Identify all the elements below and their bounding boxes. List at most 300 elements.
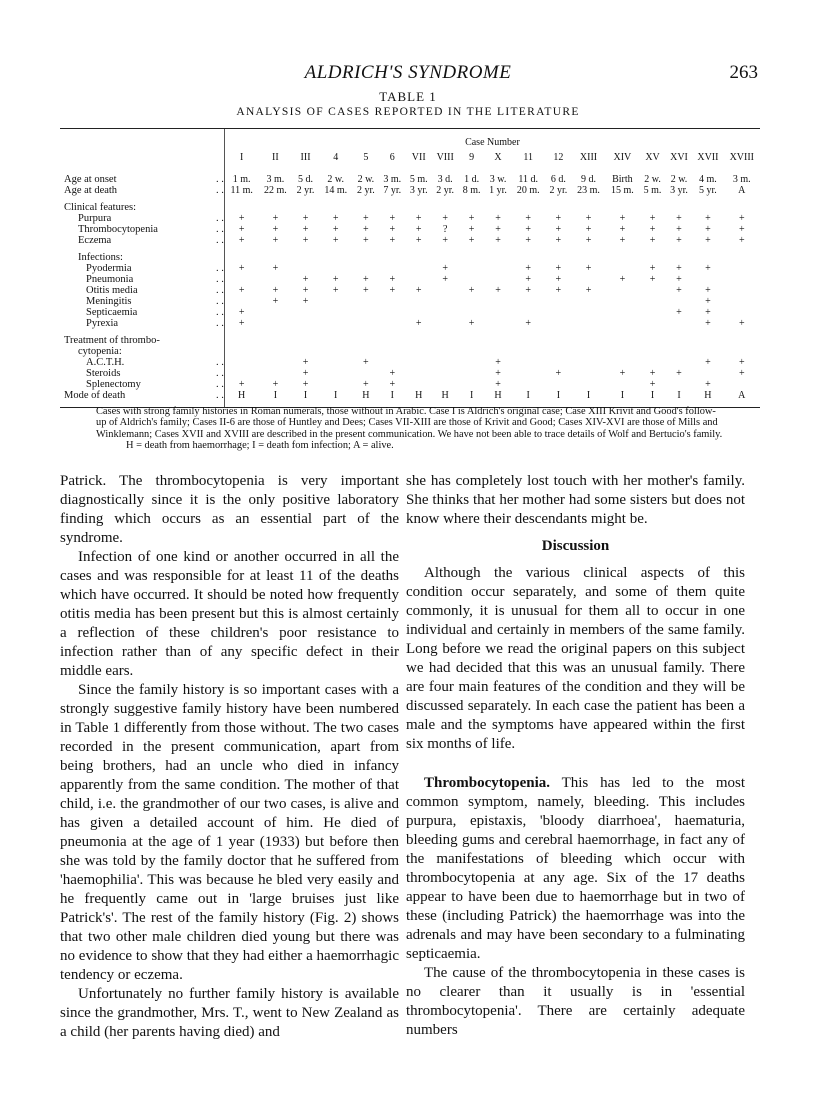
data-cell [406,335,432,346]
data-cell: 5 m. [409,174,428,185]
data-cell [485,307,511,318]
row-dots: . . [216,307,224,318]
data-cell [545,379,571,390]
data-cell: 2 yr. [296,185,315,196]
data-cell: I [292,390,318,408]
data-cell: + [468,318,475,329]
data-cell: + [495,213,501,224]
data-cell [224,335,258,346]
data-cell [511,202,545,213]
row-dots: . . [216,285,224,296]
data-cell: + [224,285,258,296]
data-cell: + [389,235,396,246]
paragraph: The cause of the thrombocytopenia in these cases is no clearer than it usually is in 'essential thrombocytopenia'. There are certainly adequate numbers [406,965,745,1038]
case-table [60,128,760,408]
data-cell [224,274,258,285]
data-cell [319,252,353,263]
row-label: Infections: [78,252,123,263]
data-cell: + [302,296,309,307]
data-cell: + [272,379,279,390]
data-cell [485,202,511,213]
data-cell [572,202,606,213]
data-cell [432,318,458,329]
data-cell [605,307,639,318]
data-cell: 3 yr. [409,185,428,196]
data-cell: + [619,213,626,224]
data-cell [666,379,692,390]
row-label: Age at onset [64,174,117,185]
data-cell [485,263,511,274]
data-cell: 7 yr. [383,185,402,196]
data-cell: + [495,357,501,368]
row-dots: . . [216,185,224,196]
data-cell [224,368,258,379]
data-cell [258,307,292,318]
data-cell [511,368,545,379]
data-cell: I [666,390,692,408]
data-cell [458,202,484,213]
data-cell [605,318,639,329]
data-cell [319,318,353,329]
data-cell: + [363,274,369,285]
row-dots [216,252,224,263]
data-cell [292,346,318,357]
row-label: Steroids [86,368,121,379]
data-cell [353,346,379,357]
data-cell: + [585,224,592,235]
data-cell [319,368,353,379]
data-cell: + [389,285,396,296]
data-cell: + [649,235,656,246]
data-cell [319,263,353,274]
data-cell [572,335,606,346]
data-cell [639,357,665,368]
data-cell [379,202,405,213]
data-cell [639,285,665,296]
data-cell [639,296,665,307]
data-cell [639,318,665,329]
data-cell [379,357,405,368]
data-cell: + [442,263,448,274]
data-cell [319,335,353,346]
data-cell: + [332,224,339,235]
data-cell: 11 m. [224,185,258,196]
data-cell [458,368,484,379]
data-cell [511,379,545,390]
table-label: TABLE 1 [379,89,437,104]
data-cell: I [605,390,639,408]
data-cell: ? [442,224,448,235]
row-label: Mode of death [60,390,216,408]
data-cell: + [705,296,711,307]
data-cell [666,202,692,213]
data-cell: 4 [333,152,339,163]
data-cell [639,346,665,357]
data-cell [258,252,292,263]
data-cell [319,357,353,368]
data-cell: I [458,390,484,408]
data-cell: 14 m. [324,185,348,196]
data-cell: 2 w. [357,174,375,185]
data-cell [485,274,511,285]
data-cell: A [724,390,760,408]
data-cell [258,318,292,329]
paragraph: Unfortunately no further family history is available since the grandmother, Mrs. T., went to New Zealand as a child (her parents having died) and [60,986,399,1040]
data-cell: + [224,318,258,329]
data-cell [485,318,511,329]
data-cell: + [555,263,562,274]
data-cell [432,252,458,263]
data-cell: II [272,152,279,163]
data-cell [724,285,760,296]
data-cell: + [468,213,475,224]
data-cell: 3 w. [489,174,507,185]
data-cell: 22 m. [264,185,287,196]
data-cell: I [379,390,405,408]
data-cell [406,274,432,285]
data-cell [511,346,545,357]
data-cell: + [442,213,448,224]
data-cell: 5 [363,152,369,163]
data-cell: + [415,285,422,296]
data-cell: + [495,224,501,235]
data-cell: + [332,213,339,224]
data-cell [572,379,606,390]
data-cell [319,307,353,318]
data-cell [353,252,379,263]
data-cell [224,346,258,357]
row-dots: . . [216,379,224,390]
data-cell [458,335,484,346]
data-cell [432,202,458,213]
data-cell [545,346,571,357]
data-cell: + [738,368,745,379]
data-cell: I [545,390,571,408]
data-cell: 5 m. [643,185,662,196]
data-cell [353,296,379,307]
data-cell: 8 m. [462,185,481,196]
data-cell: + [705,285,711,296]
data-cell: + [676,235,682,246]
data-cell: + [676,368,682,379]
data-cell [458,357,484,368]
data-cell [511,335,545,346]
row-dots: . . [216,318,224,329]
data-cell: + [525,263,532,274]
data-cell: + [363,379,369,390]
row-dots: . . [216,213,224,224]
data-cell: 1 yr. [489,185,507,196]
data-cell: + [555,285,562,296]
data-cell: + [302,368,309,379]
data-cell: + [738,213,745,224]
data-cell: + [676,213,682,224]
paragraph: she has completely lost touch with her mother's family. She thinks that her mother had some sisters but does not know where their descendants might be. [406,473,745,527]
row-label: cytopenia: [78,346,122,357]
data-cell: + [619,274,626,285]
data-cell [666,252,692,263]
data-cell: + [555,274,562,285]
row-label: Clinical features: [64,202,137,213]
data-cell: + [415,235,422,246]
data-cell [724,296,760,307]
data-cell: + [555,368,562,379]
data-cell [511,307,545,318]
row-dots [216,152,224,168]
data-cell [545,335,571,346]
data-cell: 2 w. [644,174,661,185]
data-cell [224,357,258,368]
data-cell [639,335,665,346]
data-cell [666,335,692,346]
data-cell: + [676,224,682,235]
data-cell: + [302,224,309,235]
row-dots [216,335,224,346]
data-cell [258,357,292,368]
data-cell [406,379,432,390]
data-cell: + [442,274,448,285]
data-cell: XIV [613,152,632,163]
row-dots: . . [216,357,224,368]
data-cell: + [649,213,656,224]
data-cell [572,307,606,318]
data-cell: + [738,318,745,329]
data-cell [666,296,692,307]
data-cell [605,263,639,274]
data-cell [605,202,639,213]
data-cell [605,296,639,307]
data-cell [545,307,571,318]
data-cell: + [272,235,279,246]
data-cell [485,346,511,357]
data-cell [379,296,405,307]
data-cell: + [495,368,501,379]
data-cell [485,296,511,307]
data-cell: + [272,213,279,224]
data-cell: + [705,379,711,390]
row-dots: . . [216,274,224,285]
paragraph: Infection of one kind or another occurred in all the cases and was responsible for at least 11 of the deaths which have occurred. It should be noted how frequently otitis media has been present but this is almost certainly a reflection of these children's poor resistance to infection rather than of any specific defect in their middle ears. [60,549,399,679]
data-cell [458,346,484,357]
data-cell: + [302,357,309,368]
data-cell [292,307,318,318]
data-cell: 5 yr. [699,185,717,196]
data-cell [292,335,318,346]
page-number: 263 [729,62,758,83]
table-caption: ANALYSIS OF CASES REPORTED IN THE LITERATURE [236,106,580,118]
data-cell: + [332,285,339,296]
data-cell: 1 d. [464,174,480,185]
data-cell: 9 [469,152,475,163]
data-cell: + [332,274,339,285]
row-dots [216,346,224,357]
data-cell [432,357,458,368]
data-cell: + [525,213,532,224]
data-cell: + [302,379,309,390]
data-cell: 11 [523,152,534,163]
data-cell: + [468,285,475,296]
data-cell: 2 w. [670,174,688,185]
data-cell [458,252,484,263]
data-cell [406,263,432,274]
data-cell: 20 m. [516,185,540,196]
data-cell: + [302,274,309,285]
data-cell [319,296,353,307]
data-cell [432,379,458,390]
data-cell: + [738,224,745,235]
data-cell: 23 m. [577,185,600,196]
data-cell [605,346,639,357]
data-cell [666,346,692,357]
row-dots: . . [216,368,224,379]
data-cell [458,379,484,390]
data-cell [432,285,458,296]
data-cell [511,357,545,368]
row-label: Pneumonia [86,274,134,285]
data-cell: + [555,224,562,235]
data-cell: 6 [389,152,395,163]
data-cell: I [572,390,606,408]
table-notes [96,406,726,452]
data-cell [379,335,405,346]
data-cell: XVII [697,152,719,163]
data-cell [572,368,606,379]
data-cell [692,252,723,263]
data-cell: 1 m. [224,174,258,185]
data-cell [379,252,405,263]
table-legend: H = death from haemorrhage; I = death fom infection; A = alive. [126,440,394,452]
data-cell: 2 yr. [436,185,455,196]
data-cell [432,346,458,357]
data-cell: 4 m. [699,174,717,185]
data-cell [724,346,760,357]
data-cell [292,202,318,213]
data-cell: Birth [612,174,633,185]
data-cell: + [302,285,309,296]
data-cell: + [649,379,656,390]
data-cell: 2 w. [327,174,344,185]
data-cell [379,263,405,274]
data-cell: + [619,224,626,235]
data-cell [406,346,432,357]
data-cell [545,357,571,368]
data-cell [258,346,292,357]
row-label [60,152,216,168]
row-label: Eczema [78,235,112,246]
data-cell [353,335,379,346]
data-cell: + [705,235,711,246]
data-cell: + [555,213,562,224]
data-cell: + [224,379,258,390]
row-label [60,129,216,153]
data-cell: + [525,318,532,329]
data-cell: + [363,224,369,235]
data-cell: + [468,235,475,246]
paragraph: Although the various clinical aspects of this condition occur separately, and some of them quite commonly, it is unusual for them all to occur in one individual and certainly in members of the same family. Long before we read the original papers on this subject we had decided that this was an unusual family. There are four main features of the condition and they will be discussed separately. In each case the patient has been a male and the symptoms have appeared within the first six months of life. [406,565,745,752]
data-cell [572,318,606,329]
data-cell: + [468,224,475,235]
row-dots: . . [216,174,224,185]
data-cell [639,307,665,318]
data-cell: + [585,213,592,224]
data-cell: + [738,235,745,246]
data-cell: + [224,307,258,318]
data-cell: 3 m. [383,174,402,185]
data-cell [379,307,405,318]
data-cell: + [705,263,711,274]
data-cell: + [738,357,745,368]
row-label: Treatment of thrombo- [64,335,160,346]
runin-heading: Thrombocytopenia. [424,775,550,791]
data-cell: 3 d. [437,174,453,185]
data-cell [605,335,639,346]
right-column [406,472,745,1040]
data-cell [458,307,484,318]
data-cell: + [705,357,711,368]
data-cell: + [415,213,422,224]
data-cell: + [415,318,422,329]
left-column [60,472,399,1042]
data-cell [224,202,258,213]
data-cell: + [619,235,626,246]
data-cell [458,274,484,285]
spacer [406,754,745,774]
data-cell [724,379,760,390]
data-cell [639,202,665,213]
data-cell: H [432,390,458,408]
data-cell: 3 m. [266,174,285,185]
data-cell: + [585,285,592,296]
row-dots: . . [216,235,224,246]
data-cell: + [272,296,279,307]
data-cell [406,307,432,318]
data-cell: + [389,213,396,224]
data-cell [692,346,723,357]
data-cell [692,202,723,213]
data-cell [406,368,432,379]
data-cell: XV [645,152,660,163]
data-cell: + [389,274,396,285]
data-cell: + [495,285,501,296]
row-label: Pyrexia [86,318,119,329]
data-cell: + [224,213,258,224]
data-cell: + [332,235,339,246]
data-cell [605,252,639,263]
case-number-header: Case Number [224,129,760,153]
data-cell: 2 yr. [356,185,375,196]
data-cell: I [224,152,258,168]
data-cell: 11 d. [518,174,539,185]
data-cell: + [272,263,279,274]
data-cell [406,252,432,263]
data-cell: I [258,390,292,408]
data-cell [692,274,723,285]
data-cell [724,307,760,318]
data-cell: + [302,235,309,246]
data-cell [432,368,458,379]
data-cell [319,346,353,357]
data-cell: + [555,235,562,246]
data-cell [724,274,760,285]
data-cell [605,357,639,368]
data-cell: + [525,274,532,285]
data-cell [379,346,405,357]
row-label: Thrombocytopenia [78,224,158,235]
data-cell [432,307,458,318]
data-cell [458,296,484,307]
data-cell: VII [411,152,426,163]
data-cell: H [692,390,723,408]
